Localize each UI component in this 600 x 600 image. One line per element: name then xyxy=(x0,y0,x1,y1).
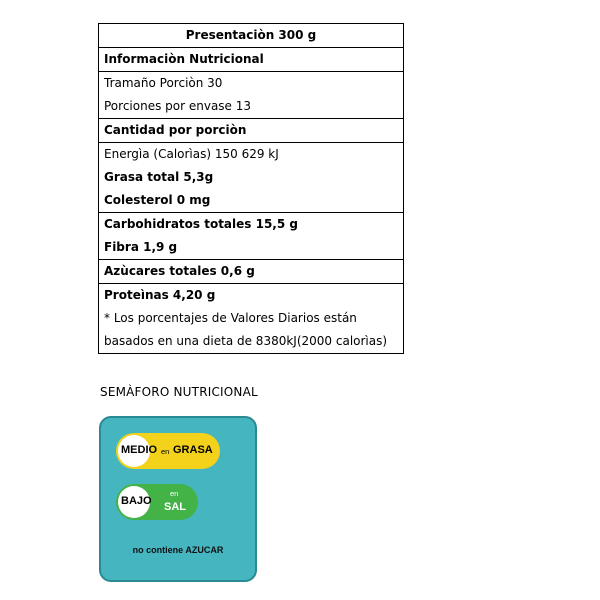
footnote-line-1: * Los porcentajes de Valores Diarios están xyxy=(104,311,357,325)
no-sugar-note: no contiene AZUCAR xyxy=(132,545,224,555)
semaforo-heading: SEMÀFORO NUTRICIONAL xyxy=(100,385,258,399)
footnote-line-2: basados en una dieta de 8380kJ(2000 calorìas) xyxy=(104,334,388,348)
total-fat-row: Grasa total 5,3g xyxy=(104,170,214,184)
fat-prefix-text: en xyxy=(161,447,170,456)
carbohydrates-row: Carbohidratos totales 15,5 g xyxy=(99,212,403,236)
salt-prefix-text: en xyxy=(170,489,179,498)
portion-size: Tramaño Porciòn 30 xyxy=(99,71,403,95)
nutrition-info-heading: Informaciòn Nutricional xyxy=(99,47,403,71)
salt-label-text: SAL xyxy=(164,501,186,513)
fat-label-text: GRASA xyxy=(173,444,213,456)
cholesterol-row: Colesterol 0 mg xyxy=(104,193,211,207)
sugars-row: Azùcares totales 0,6 g xyxy=(99,259,403,283)
salt-level-text: BAJO xyxy=(121,495,152,507)
presentation-title: Presentaciòn 300 g xyxy=(185,28,317,42)
salt-level-indicator xyxy=(116,484,198,520)
servings-per-container: Porciones por envase 13 xyxy=(104,99,252,113)
semaforo-panel xyxy=(99,416,257,582)
amount-per-serving-heading: Cantidad por porciòn xyxy=(99,118,403,142)
protein-row: Proteìnas 4,20 g xyxy=(99,283,403,307)
fiber-row: Fibra 1,9 g xyxy=(104,240,178,254)
fat-level-text: MEDIO xyxy=(121,444,158,456)
nutrition-table xyxy=(98,23,404,354)
energy-row: Energìa (Calorìas) 150 629 kJ xyxy=(99,142,403,166)
fat-level-indicator xyxy=(116,433,220,469)
